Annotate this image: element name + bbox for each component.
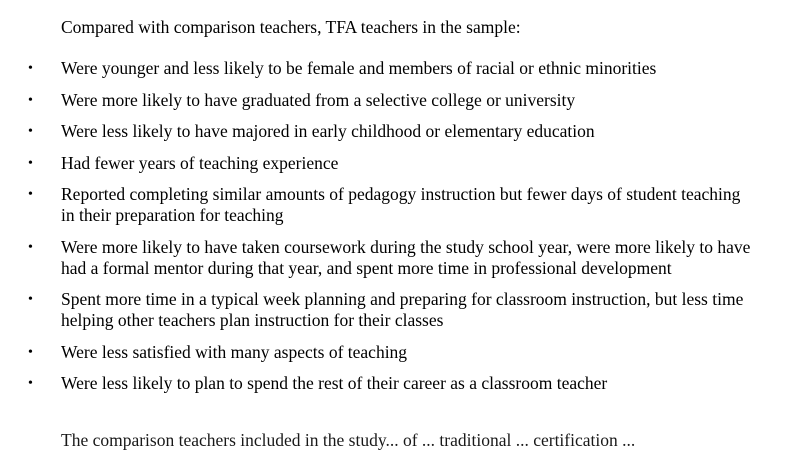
bullet-icon: • (28, 124, 33, 139)
list-item-text: Were less satisfied with many aspects of teaching (61, 341, 408, 362)
bullet-icon: • (28, 187, 33, 202)
list-item (0, 58, 791, 79)
list-item (0, 153, 791, 174)
bullet-icon: • (28, 92, 33, 108)
bullet-icon: • (28, 61, 33, 76)
list-item-text: Had fewer years of teaching experience (61, 152, 339, 173)
list-item-text: Spent more time in a typical week planning and preparing for classroom instruction, but less time helping other teachers plan instruction for their classes (61, 289, 744, 330)
list-item (0, 237, 791, 279)
list-item (0, 184, 791, 226)
list-item-text: Were less likely to have majored in early childhood or elementary education (61, 121, 595, 141)
list-item (0, 121, 791, 142)
list-item-text: Were more likely to have taken coursework during the study school year, were more likely to have had a formal mentor during that year, and spent more time in professional development (61, 236, 751, 278)
list-item (0, 90, 791, 111)
list-item-text: Were more likely to have graduated from a selective college or university (61, 89, 576, 110)
bullet-icon: • (28, 155, 33, 171)
bullet-icon: • (28, 376, 33, 391)
bullet-icon: • (28, 292, 33, 307)
trailing-partial-line: The comparison teachers included in the study... of ... traditional ... certification ... (61, 430, 636, 450)
list-item-text: Reported completing similar amounts of pedagogy instruction but fewer days of student teaching in their preparation for teaching (61, 184, 741, 225)
list-item (0, 373, 791, 394)
list-item-text: Were less likely to plan to spend the rest of their career as a classroom teacher (61, 373, 608, 393)
bullet-icon: • (28, 239, 33, 255)
list-item (0, 289, 791, 331)
intro-sentence: Compared with comparison teachers, TFA teachers in the sample: (61, 17, 521, 37)
bullet-icon: • (28, 344, 33, 360)
list-item (0, 342, 791, 363)
findings-list (0, 58, 791, 405)
list-item-text: Were younger and less likely to be female and members of racial or ethnic minorities (61, 58, 657, 78)
